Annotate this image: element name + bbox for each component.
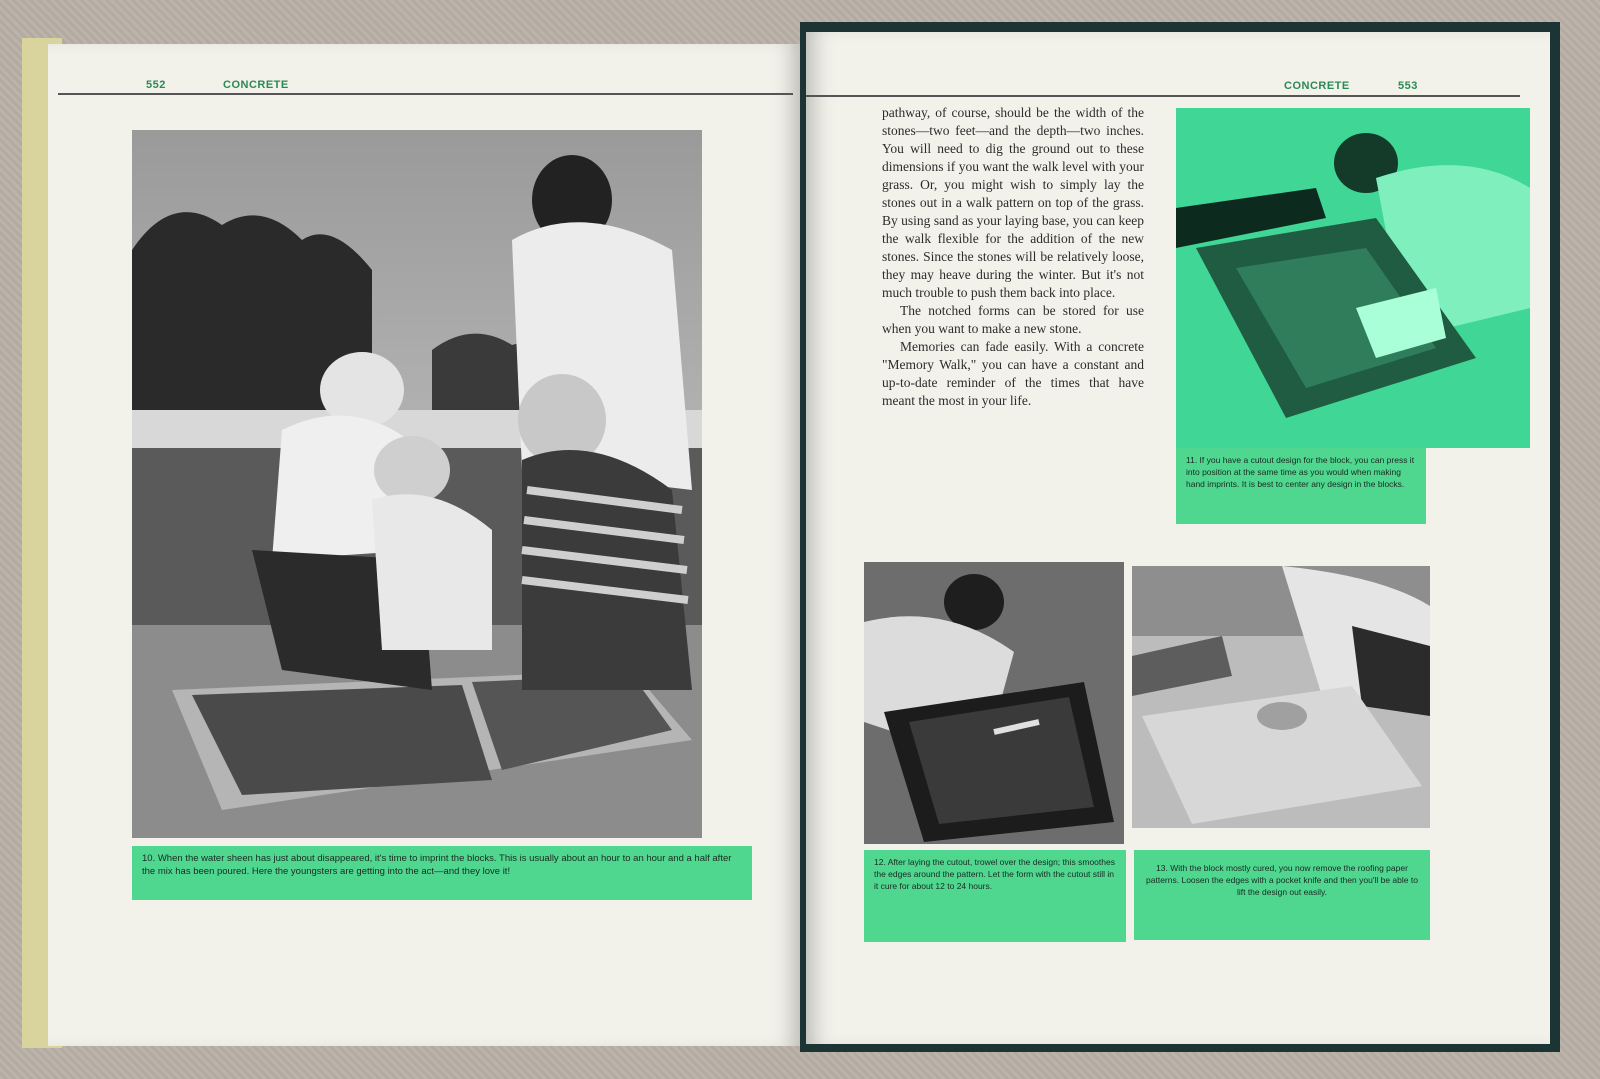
left-section-title: CONCRETE xyxy=(223,79,289,91)
body-paragraph: pathway, of course, should be the width of the stones—two feet—and the depth—two inches. You will need to dig the ground out to these dimensions if you want the walk level with your grass. Or, you might wish to simply lay the stones out in a walk pattern on top of the grass. By using sand as your laying base, you can keep the walk flexible for the addition of the new stones. Since the stones will be relatively loose, they may heave during the winter. But it's not much trouble to push them back into place. xyxy=(882,105,1144,300)
photo-troweling-design xyxy=(864,562,1124,844)
caption-12: 12. After laying the cutout, trowel over the design; this smoothes the edges around the pattern. Let the form with the cutout still in it cure for about 12 to 24 hours. xyxy=(864,850,1126,942)
left-page-number: 552 xyxy=(146,79,166,91)
left-header-rule xyxy=(58,93,793,95)
body-paragraph: Memories can fade easily. With a concrete "Memory Walk," you can have a constant and up-to-date reminder of the times that have meant the most in your life. xyxy=(882,339,1144,408)
photo-removing-patterns xyxy=(1132,566,1430,828)
caption-13: 13. With the block mostly cured, you now remove the roofing paper patterns. Loosen the edges with a pocket knife and then you'll be able to lift the design out easily. xyxy=(1134,850,1430,940)
body-paragraph: The notched forms can be stored for use when you want to make a new stone. xyxy=(882,303,1144,336)
photo-cutout-design-green xyxy=(1176,108,1530,448)
body-text xyxy=(882,104,1144,410)
photo-family-imprinting-blocks xyxy=(132,130,702,838)
right-page xyxy=(806,32,1550,1044)
caption-10: 10. When the water sheen has just about disappeared, it's time to imprint the blocks. This is usually about an hour to an hour and a half after the mix has been poured. Here the youngsters are getting into the act—and they love it! xyxy=(132,846,752,900)
caption-11: 11. If you have a cutout design for the block, you can press it into position at the same time as you would when making hand imprints. It is best to center any design in the blocks. xyxy=(1176,448,1426,524)
right-header-rule xyxy=(806,95,1520,97)
right-page-number: 553 xyxy=(1398,80,1418,92)
right-section-title: CONCRETE xyxy=(1284,80,1350,92)
left-page xyxy=(48,44,800,1046)
